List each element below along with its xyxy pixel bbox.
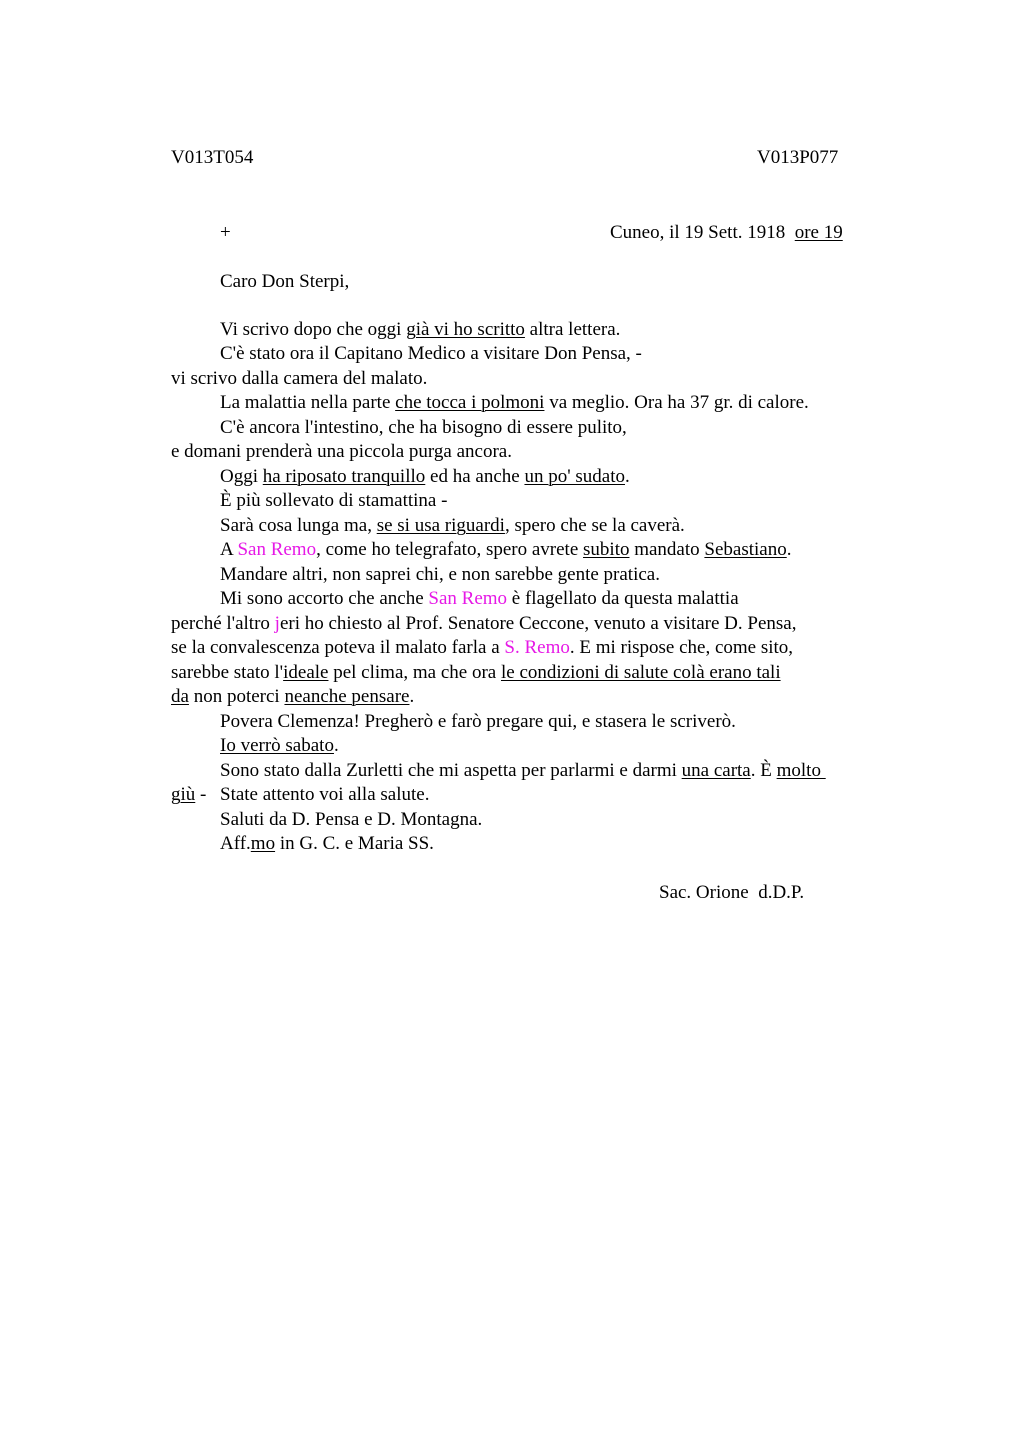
body-line: sarebbe stato l'ideale pel clima, ma che ora le condizioni di salute colà erano tali <box>171 662 781 683</box>
place-name-highlight: S. Remo <box>504 637 570 658</box>
salutation: Caro Don Sterpi, <box>220 271 350 292</box>
body-line: State attento voi alla salute. <box>220 784 430 805</box>
body-line: Saluti da D. Pensa e D. Montagna. <box>220 809 483 830</box>
body-line: C'è ancora l'intestino, che ha bisogno di essere pulito, <box>220 417 627 438</box>
body-line: Sono stato dalla Zurletti che mi aspetta per parlarmi e darmi una carta. È molto <box>220 760 826 781</box>
place-date: Cuneo, il 19 Sett. 1918 <box>610 222 786 243</box>
place-name-highlight: San Remo <box>237 539 317 560</box>
body-line: da non poterci neanche pensare. <box>171 686 415 707</box>
body-line-start: giù - <box>171 784 207 805</box>
body-line: C'è stato ora il Capitano Medico a visitare Don Pensa, - <box>220 343 642 364</box>
time-underlined: ore 19 <box>794 222 843 243</box>
body-line: È più sollevato di stamattina - <box>220 490 448 511</box>
body-line: e domani prenderà una piccola purga ancora. <box>171 441 512 462</box>
signature: Sac. Orione d.D.P. <box>659 882 805 903</box>
body-line: vi scrivo dalla camera del malato. <box>171 368 428 389</box>
correction-highlight: j <box>274 613 280 634</box>
closing-line: Aff.mo in G. C. e Maria SS. <box>220 833 434 854</box>
body-line: perché l'altro jeri ho chiesto al Prof. Senatore Ceccone, venuto a visitare D. Pensa, <box>171 613 797 634</box>
cross-symbol: + <box>220 222 231 243</box>
place-name-highlight: San Remo <box>428 588 508 609</box>
body-line: Povera Clemenza! Pregherò e farò pregare qui, e stasera le scriverò. <box>220 711 736 732</box>
body-line: se la convalescenza poteva il malato farla a S. Remo. E mi rispose che, come sito, <box>171 637 794 658</box>
dateline <box>610 221 843 246</box>
body-line: A San Remo, come ho telegrafato, spero avrete subito mandato Sebastiano. <box>220 539 792 560</box>
document-code-right: V013P077 <box>757 147 839 168</box>
body-line: Oggi ha riposato tranquillo ed ha anche un po' sudato. <box>220 466 630 487</box>
document-code-left: V013T054 <box>171 147 254 168</box>
body-line: Mandare altri, non saprei chi, e non sarebbe gente pratica. <box>220 564 660 585</box>
body-line: La malattia nella parte che tocca i polmoni va meglio. Ora ha 37 gr. di calore. <box>220 392 809 413</box>
body-line: Vi scrivo dopo che oggi già vi ho scritto altra lettera. <box>220 319 621 340</box>
body-line: Io verrò sabato. <box>220 735 339 756</box>
body-line: Mi sono accorto che anche San Remo è flagellato da questa malattia <box>220 588 739 609</box>
body-line: Sarà cosa lunga ma, se si usa riguardi, spero che se la caverà. <box>220 515 685 536</box>
